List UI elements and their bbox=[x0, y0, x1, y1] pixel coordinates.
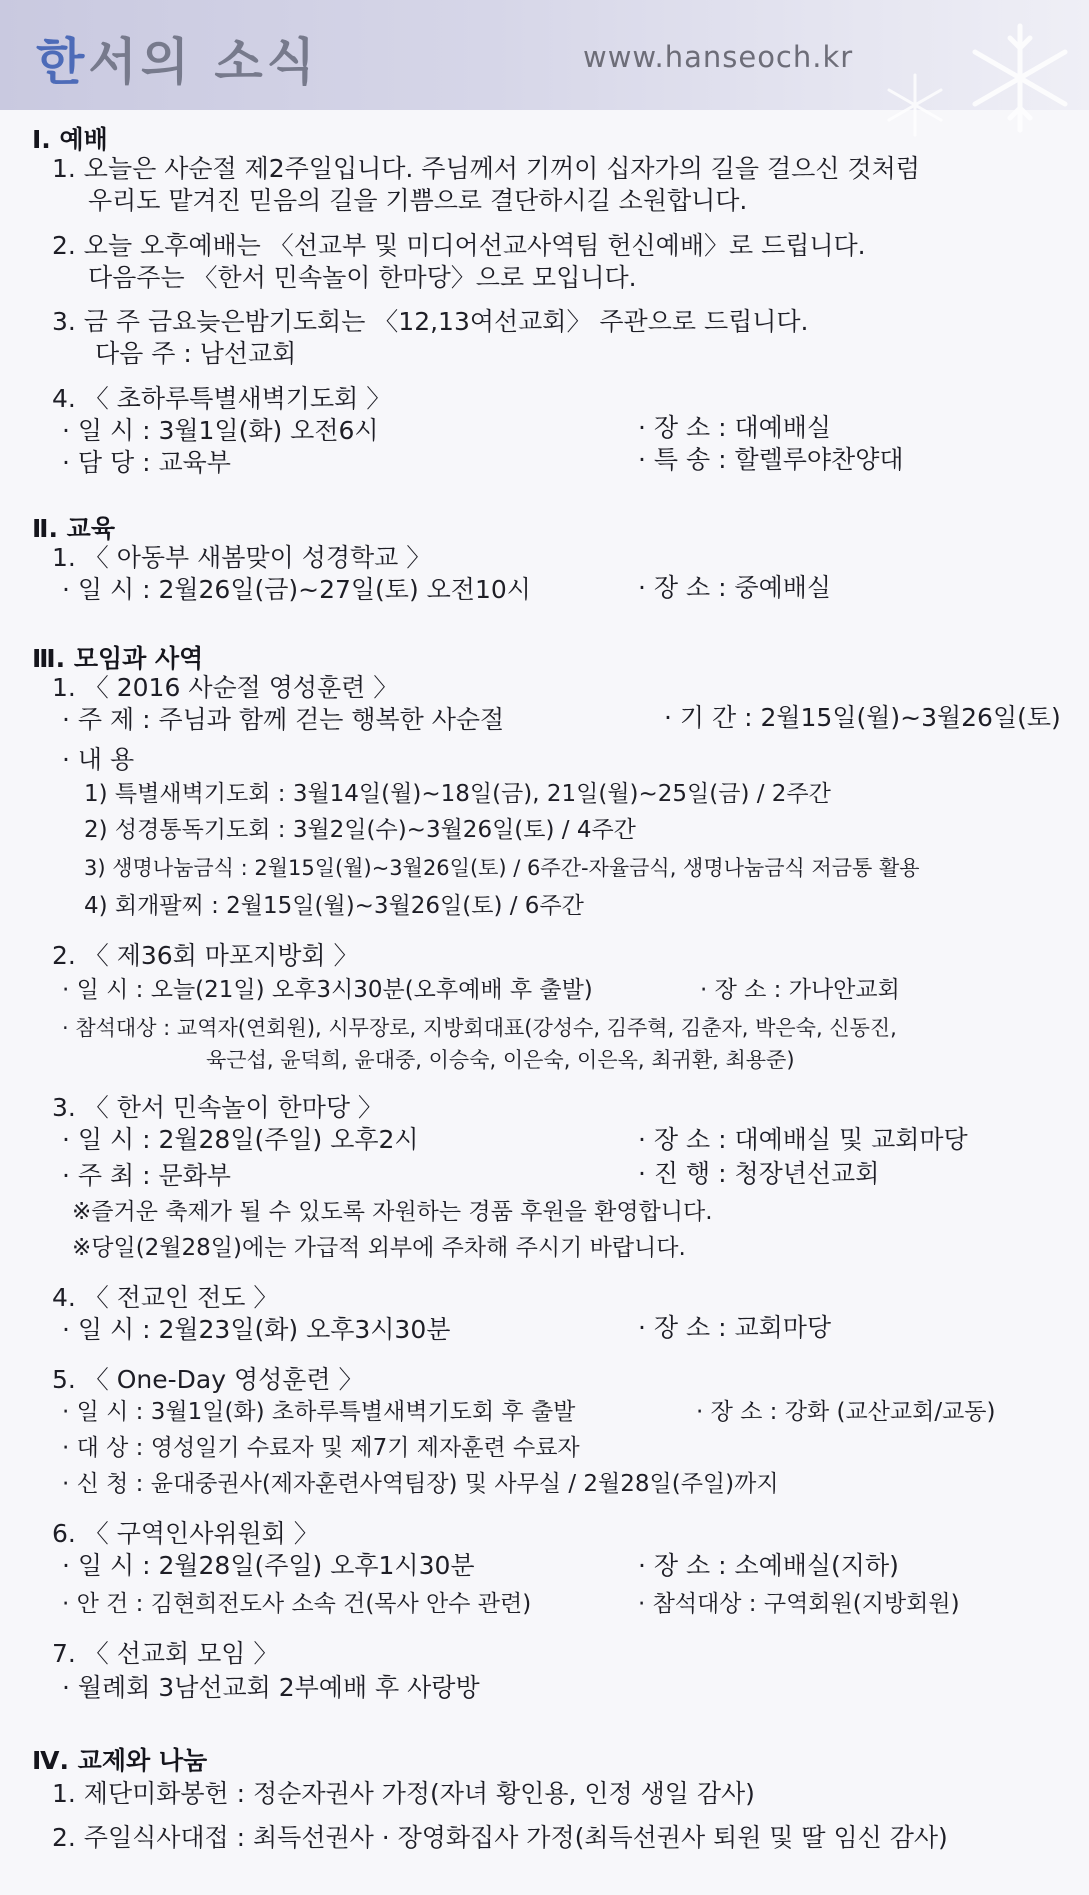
ministry-item-3-note-2: ※당일(2월28일)에는 가급적 외부에 주차해 주시기 바랍니다. bbox=[72, 1235, 686, 1261]
education-item-1-title: 1. 〈 아동부 새봄맞이 성경학교 〉 bbox=[52, 543, 432, 572]
ministry-item-1-theme: · 주 제 : 주님과 함께 걷는 행복한 사순절 bbox=[62, 705, 505, 734]
title-accent-char: 한 bbox=[36, 33, 89, 91]
fellowship-item-1: 1. 제단미화봉헌 : 정순자권사 가정(자녀 황인용, 인정 생일 감사) bbox=[52, 1779, 755, 1808]
ministry-item-1-content-3: 3) 생명나눔금식 : 2월15일(월)~3월26일(토) / 6주간-자율금식, 생명나눔금식 저금통 활용 bbox=[84, 856, 920, 880]
worship-item-4-place: · 장 소 : 대예배실 bbox=[638, 413, 832, 442]
ministry-item-3-place: · 장 소 : 대예배실 및 교회마당 bbox=[638, 1125, 968, 1154]
ministry-item-3-date: · 일 시 : 2월28일(주일) 오후2시 bbox=[62, 1125, 419, 1154]
title-rest: 서의 소식 bbox=[88, 33, 319, 91]
ministry-item-7-title: 7. 〈 선교회 모임 〉 bbox=[52, 1639, 279, 1668]
ministry-item-7-detail: · 월례회 3남선교회 2부예배 후 사랑방 bbox=[62, 1673, 480, 1702]
ministry-item-5-place: · 장 소 : 강화 (교산교회/교동) bbox=[696, 1399, 996, 1425]
worship-item-1-line2: 우리도 맡겨진 믿음의 길을 기쁨으로 결단하시길 소원합니다. bbox=[88, 186, 748, 215]
section-title-fellowship: Ⅳ. 교제와 나눔 bbox=[32, 1746, 208, 1775]
ministry-item-2-date: · 일 시 : 오늘(21일) 오후3시30분(오후예배 후 출발) bbox=[62, 977, 593, 1003]
worship-item-3-line1: 3. 금 주 금요늦은밤기도회는 〈12,13여선교회〉 주관으로 드립니다. bbox=[52, 307, 809, 336]
ministry-item-4-date: · 일 시 : 2월23일(화) 오후3시30분 bbox=[62, 1315, 451, 1344]
worship-item-3-line2: 다음 주 : 남선교회 bbox=[95, 339, 297, 368]
church-website-url: www.hanseoch.kr bbox=[583, 40, 854, 74]
ministry-item-3-note-1: ※즐거운 축제가 될 수 있도록 자원하는 경품 후원을 환영합니다. bbox=[72, 1199, 713, 1225]
fellowship-item-2: 2. 주일식사대접 : 최득선권사 · 장영화집사 가정(최득선권사 퇴원 및 딸 임신 감사) bbox=[52, 1823, 948, 1852]
worship-item-1-line1: 1. 오늘은 사순절 제2주일입니다. 주님께서 기꺼이 십자가의 길을 걸으신 것처럼 bbox=[52, 154, 920, 183]
ministry-item-1-content-1: 1) 특별새벽기도회 : 3월14일(월)~18일(금), 21일(월)~25일(금) / 2주간 bbox=[84, 781, 831, 807]
ministry-item-1-content-label: · 내 용 bbox=[62, 745, 135, 774]
worship-item-4-charge: · 담 당 : 교육부 bbox=[62, 448, 231, 477]
ministry-item-2-title: 2. 〈 제36회 마포지방회 〉 bbox=[52, 941, 359, 970]
ministry-item-2-attendees-line1: · 참석대상 : 교역자(연회원), 시무장로, 지방회대표(강성수, 김주혁, 김춘자, 박은숙, 신동진, bbox=[62, 1016, 897, 1040]
ministry-item-4-title: 4. 〈 전교인 전도 〉 bbox=[52, 1283, 279, 1312]
ministry-item-3-host: · 주 최 : 문화부 bbox=[62, 1161, 231, 1190]
worship-item-4-date: · 일 시 : 3월1일(화) 오전6시 bbox=[62, 416, 379, 445]
section-title-ministry: Ⅲ. 모임과 사역 bbox=[32, 644, 204, 673]
ministry-item-1-content-4: 4) 회개팔찌 : 2월15일(월)~3월26일(토) / 6주간 bbox=[84, 893, 584, 919]
ministry-item-6-attendees: · 참석대상 : 구역회원(지방회원) bbox=[638, 1591, 960, 1617]
ministry-item-5-date: · 일 시 : 3월1일(화) 초하루특별새벽기도회 후 출발 bbox=[62, 1399, 576, 1425]
education-item-1-place: · 장 소 : 중예배실 bbox=[638, 573, 832, 602]
section-title-worship: Ⅰ. 예배 bbox=[32, 125, 108, 154]
worship-item-2-line2: 다음주는 〈한서 민속놀이 한마당〉으로 모입니다. bbox=[88, 263, 637, 292]
ministry-item-2-place: · 장 소 : 가나안교회 bbox=[700, 977, 900, 1003]
ministry-item-1-title: 1. 〈 2016 사순절 영성훈련 〉 bbox=[52, 673, 399, 702]
ministry-item-6-date: · 일 시 : 2월28일(주일) 오후1시30분 bbox=[62, 1551, 475, 1580]
ministry-item-1-period: · 기 간 : 2월15일(월)~3월26일(토) bbox=[664, 703, 1061, 732]
education-item-1-date: · 일 시 : 2월26일(금)~27일(토) 오전10시 bbox=[62, 575, 531, 604]
ministry-item-6-place: · 장 소 : 소예배실(지하) bbox=[638, 1551, 899, 1580]
worship-item-2-line1: 2. 오늘 오후예배는 〈선교부 및 미디어선교사역팀 헌신예배〉로 드립니다. bbox=[52, 231, 866, 260]
ministry-item-5-target: · 대 상 : 영성일기 수료자 및 제7기 제자훈련 수료자 bbox=[62, 1435, 580, 1461]
ministry-item-4-place: · 장 소 : 교회마당 bbox=[638, 1313, 832, 1342]
ministry-item-5-application: · 신 청 : 윤대중권사(제자훈련사역팀장) 및 사무실 / 2월28일(주일)까지 bbox=[62, 1471, 779, 1497]
worship-item-4-title: 4. 〈 초하루특별새벽기도회 〉 bbox=[52, 384, 392, 413]
ministry-item-5-title: 5. 〈 One-Day 영성훈련 〉 bbox=[52, 1365, 364, 1394]
section-title-education: Ⅱ. 교육 bbox=[32, 514, 115, 543]
ministry-item-3-title: 3. 〈 한서 민속놀이 한마당 〉 bbox=[52, 1093, 383, 1122]
ministry-item-6-agenda: · 안 건 : 김현희전도사 소속 건(목사 안수 관련) bbox=[62, 1591, 532, 1617]
worship-item-4-special-music: · 특 송 : 할렐루야찬양대 bbox=[638, 445, 904, 474]
ministry-item-1-content-2: 2) 성경통독기도회 : 3월2일(수)~3월26일(토) / 4주간 bbox=[84, 817, 636, 843]
ministry-item-2-attendees-line2: 육근섭, 윤덕희, 윤대중, 이승숙, 이은숙, 이은옥, 최귀환, 최용준) bbox=[206, 1048, 795, 1072]
ministry-item-6-title: 6. 〈 구역인사위원회 〉 bbox=[52, 1519, 319, 1548]
ministry-item-3-organizer: · 진 행 : 청장년선교회 bbox=[638, 1159, 880, 1188]
